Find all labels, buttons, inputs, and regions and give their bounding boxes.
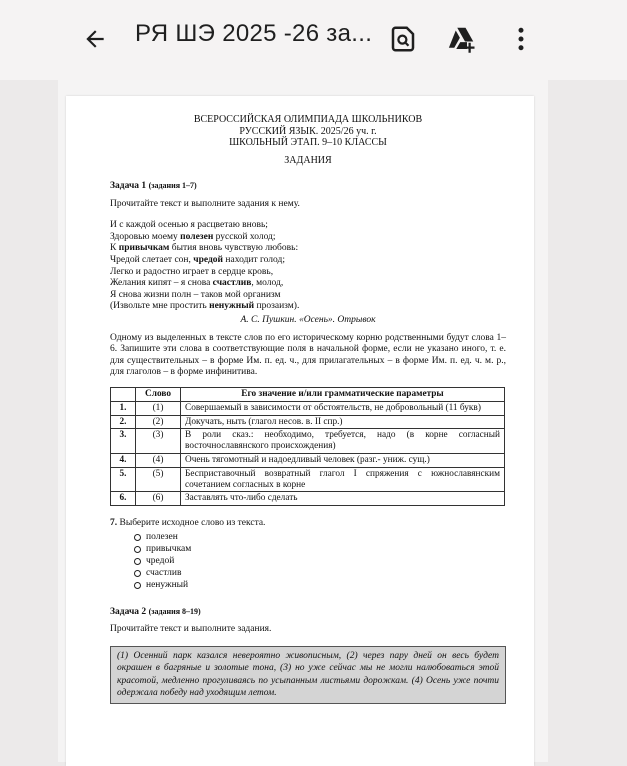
poem-attribution: А. С. Пушкин. «Осень». Отрывок: [240, 315, 376, 326]
row-description: Бесприставочный возвратный глагол I спряжения с южнославянским сочетанием согласных в корне: [181, 467, 505, 492]
poem-line: [110, 232, 506, 244]
task1-text: Одному из выделенных в тексте слов по его историческому корню родственными будут слова 1–6. Запишите эти слова в соответствующие поля в начальной форме, если не указано иного, т. е. для существительных – в форме Им. п. ед. ч., для прилагательных – в форме Им. п. ед. ч. м. р., для глаголов – в форме инфинитива.: [110, 332, 506, 378]
table-row: [111, 401, 505, 415]
table-header: [111, 388, 136, 402]
answer-option-label: чредой: [146, 555, 175, 566]
row-number: 2.: [111, 415, 136, 429]
row-word: (4): [136, 453, 181, 467]
add-to-drive-icon[interactable]: [447, 24, 477, 54]
table-row: [111, 453, 505, 467]
highlighted-word: чредой: [193, 255, 224, 266]
task1-instruction: Прочитайте текст и выполните задания к нему.: [110, 198, 300, 209]
section-title: ЗАДАНИЯ: [284, 154, 332, 166]
words-table: [110, 387, 505, 506]
header-line: ВСЕРОССИЙСКАЯ ОЛИМПИАДА ШКОЛЬНИКОВ: [193, 114, 423, 125]
poem-text: Я снова жизни полн – таков мой организм: [110, 289, 281, 300]
table-header: Его значение и/или грамматические параметры: [181, 388, 505, 402]
question-7: [110, 518, 506, 592]
poem-text: И с каждой осенью я расцветаю вновь;: [110, 220, 268, 231]
poem-text: Желания кипят – я снова: [110, 278, 213, 289]
task2: [110, 606, 506, 704]
row-description: В роли сказ.: необходимо, требуется, надо (в корне согласный восточнославянского происхождения): [181, 429, 505, 454]
highlighted-word: ненужный: [209, 301, 255, 312]
table-row: [111, 429, 505, 454]
poem-line: [110, 255, 506, 267]
task1-subtitle: (задания 1–7): [148, 181, 197, 191]
answer-option-label: полезен: [146, 531, 178, 542]
row-number: 6.: [111, 492, 136, 506]
question-number: 7.: [110, 518, 118, 529]
row-word: (2): [136, 415, 181, 429]
radio-circle-icon[interactable]: [134, 582, 141, 589]
header-line: РУССКИЙ ЯЗЫК. 2025/26 уч. г.: [239, 125, 377, 137]
poem-text: прозаизм).: [254, 301, 300, 312]
answer-options: [134, 532, 506, 592]
radio-circle-icon[interactable]: [134, 546, 141, 553]
poem-text: (Извольте мне простить: [110, 301, 210, 312]
table-row: [111, 415, 505, 429]
table-row: [111, 467, 505, 492]
row-description: Очень тягомотный и надоедливый человек (разг.- униж. сущ.): [181, 453, 505, 467]
answer-option[interactable]: [134, 544, 506, 556]
table-header-row: [111, 388, 505, 402]
task1-heading: [110, 180, 506, 193]
answer-option[interactable]: [134, 580, 506, 592]
question-text: Выберите исходное слово из текста.: [119, 518, 266, 529]
table-header: Слово: [136, 388, 181, 402]
poem-line: [110, 290, 506, 302]
row-number: 3.: [111, 429, 136, 454]
row-word: (5): [136, 467, 181, 492]
radio-circle-icon[interactable]: [134, 570, 141, 577]
task2-instruction: Прочитайте текст и выполните задания.: [110, 624, 272, 635]
highlighted-word: полезен: [180, 231, 214, 242]
poem-text: Чредой слетает сон,: [110, 255, 194, 266]
task2-passage: (1) Осенний парк казался невероятно живописным, (2) через пару дней он весь будет окрашен в багряные и золотые тона, (3) но уже сейчас мы не могли налюбоваться этой красотой, медленно прогуливаясь по усыпанным листьями дорожкам. (4) Осень уже почти одержала победу над уходящим летом.: [110, 646, 506, 704]
poem-line: [110, 220, 506, 232]
row-number: 4.: [111, 453, 136, 467]
answer-option[interactable]: [134, 532, 506, 544]
find-in-document-icon[interactable]: [388, 24, 418, 54]
row-word: (6): [136, 492, 181, 506]
more-vert-icon[interactable]: [506, 24, 536, 54]
task2-subtitle: (задания 8–19): [148, 606, 201, 616]
task1-title: Задача 1: [110, 181, 147, 192]
poem-line: [110, 243, 506, 255]
answer-option-label: счастлив: [146, 567, 182, 578]
row-word: (1): [136, 401, 181, 415]
header-line: ШКОЛЬНЫЙ ЭТАП. 9–10 КЛАССЫ: [229, 137, 387, 148]
answer-option-label: привычкам: [146, 543, 192, 554]
table-body: [111, 401, 505, 505]
answer-option[interactable]: [134, 568, 506, 580]
highlighted-word: счастлив: [212, 278, 252, 289]
highlighted-word: привычкам: [118, 243, 170, 254]
poem-text: К: [110, 243, 119, 254]
table-row: [111, 492, 505, 506]
row-number: 1.: [111, 401, 136, 415]
row-description: Заставлять что-либо сделать: [181, 492, 505, 506]
app-bar: [0, 0, 627, 80]
back-arrow-icon[interactable]: [82, 26, 108, 52]
document-title: РЯ ШЭ 2025 -26 за...: [135, 20, 373, 47]
radio-circle-icon[interactable]: [134, 558, 141, 565]
poem-text: Легко и радостно играет в сердце кровь,: [110, 266, 274, 277]
olympiad-header: [110, 114, 506, 149]
poem-line: [110, 278, 506, 290]
poem-line: [110, 301, 506, 313]
row-word: (3): [136, 429, 181, 454]
row-description: Докучать, ныть (глагол несов. в. II спр.): [181, 415, 505, 429]
answer-option[interactable]: [134, 556, 506, 568]
radio-circle-icon[interactable]: [134, 534, 141, 541]
answer-option-label: ненужный: [146, 579, 189, 590]
row-number: 5.: [111, 467, 136, 492]
poem-text: Здоровью моему: [110, 231, 181, 242]
document-page[interactable]: [66, 96, 534, 766]
poem: [110, 220, 506, 313]
poem-line: [110, 267, 506, 279]
poem-text: русской холод;: [213, 231, 276, 242]
task2-title: Задача 2: [110, 606, 147, 617]
poem-text: находит голод;: [223, 255, 285, 266]
poem-text: , молод,: [251, 278, 284, 289]
poem-text: бытия вновь чувствую любовь:: [169, 243, 299, 254]
task2-heading: [110, 606, 506, 619]
page-content: [110, 114, 506, 704]
row-description: Совершаемый в зависимости от обстоятельств, не добровольный (11 букв): [181, 401, 505, 415]
